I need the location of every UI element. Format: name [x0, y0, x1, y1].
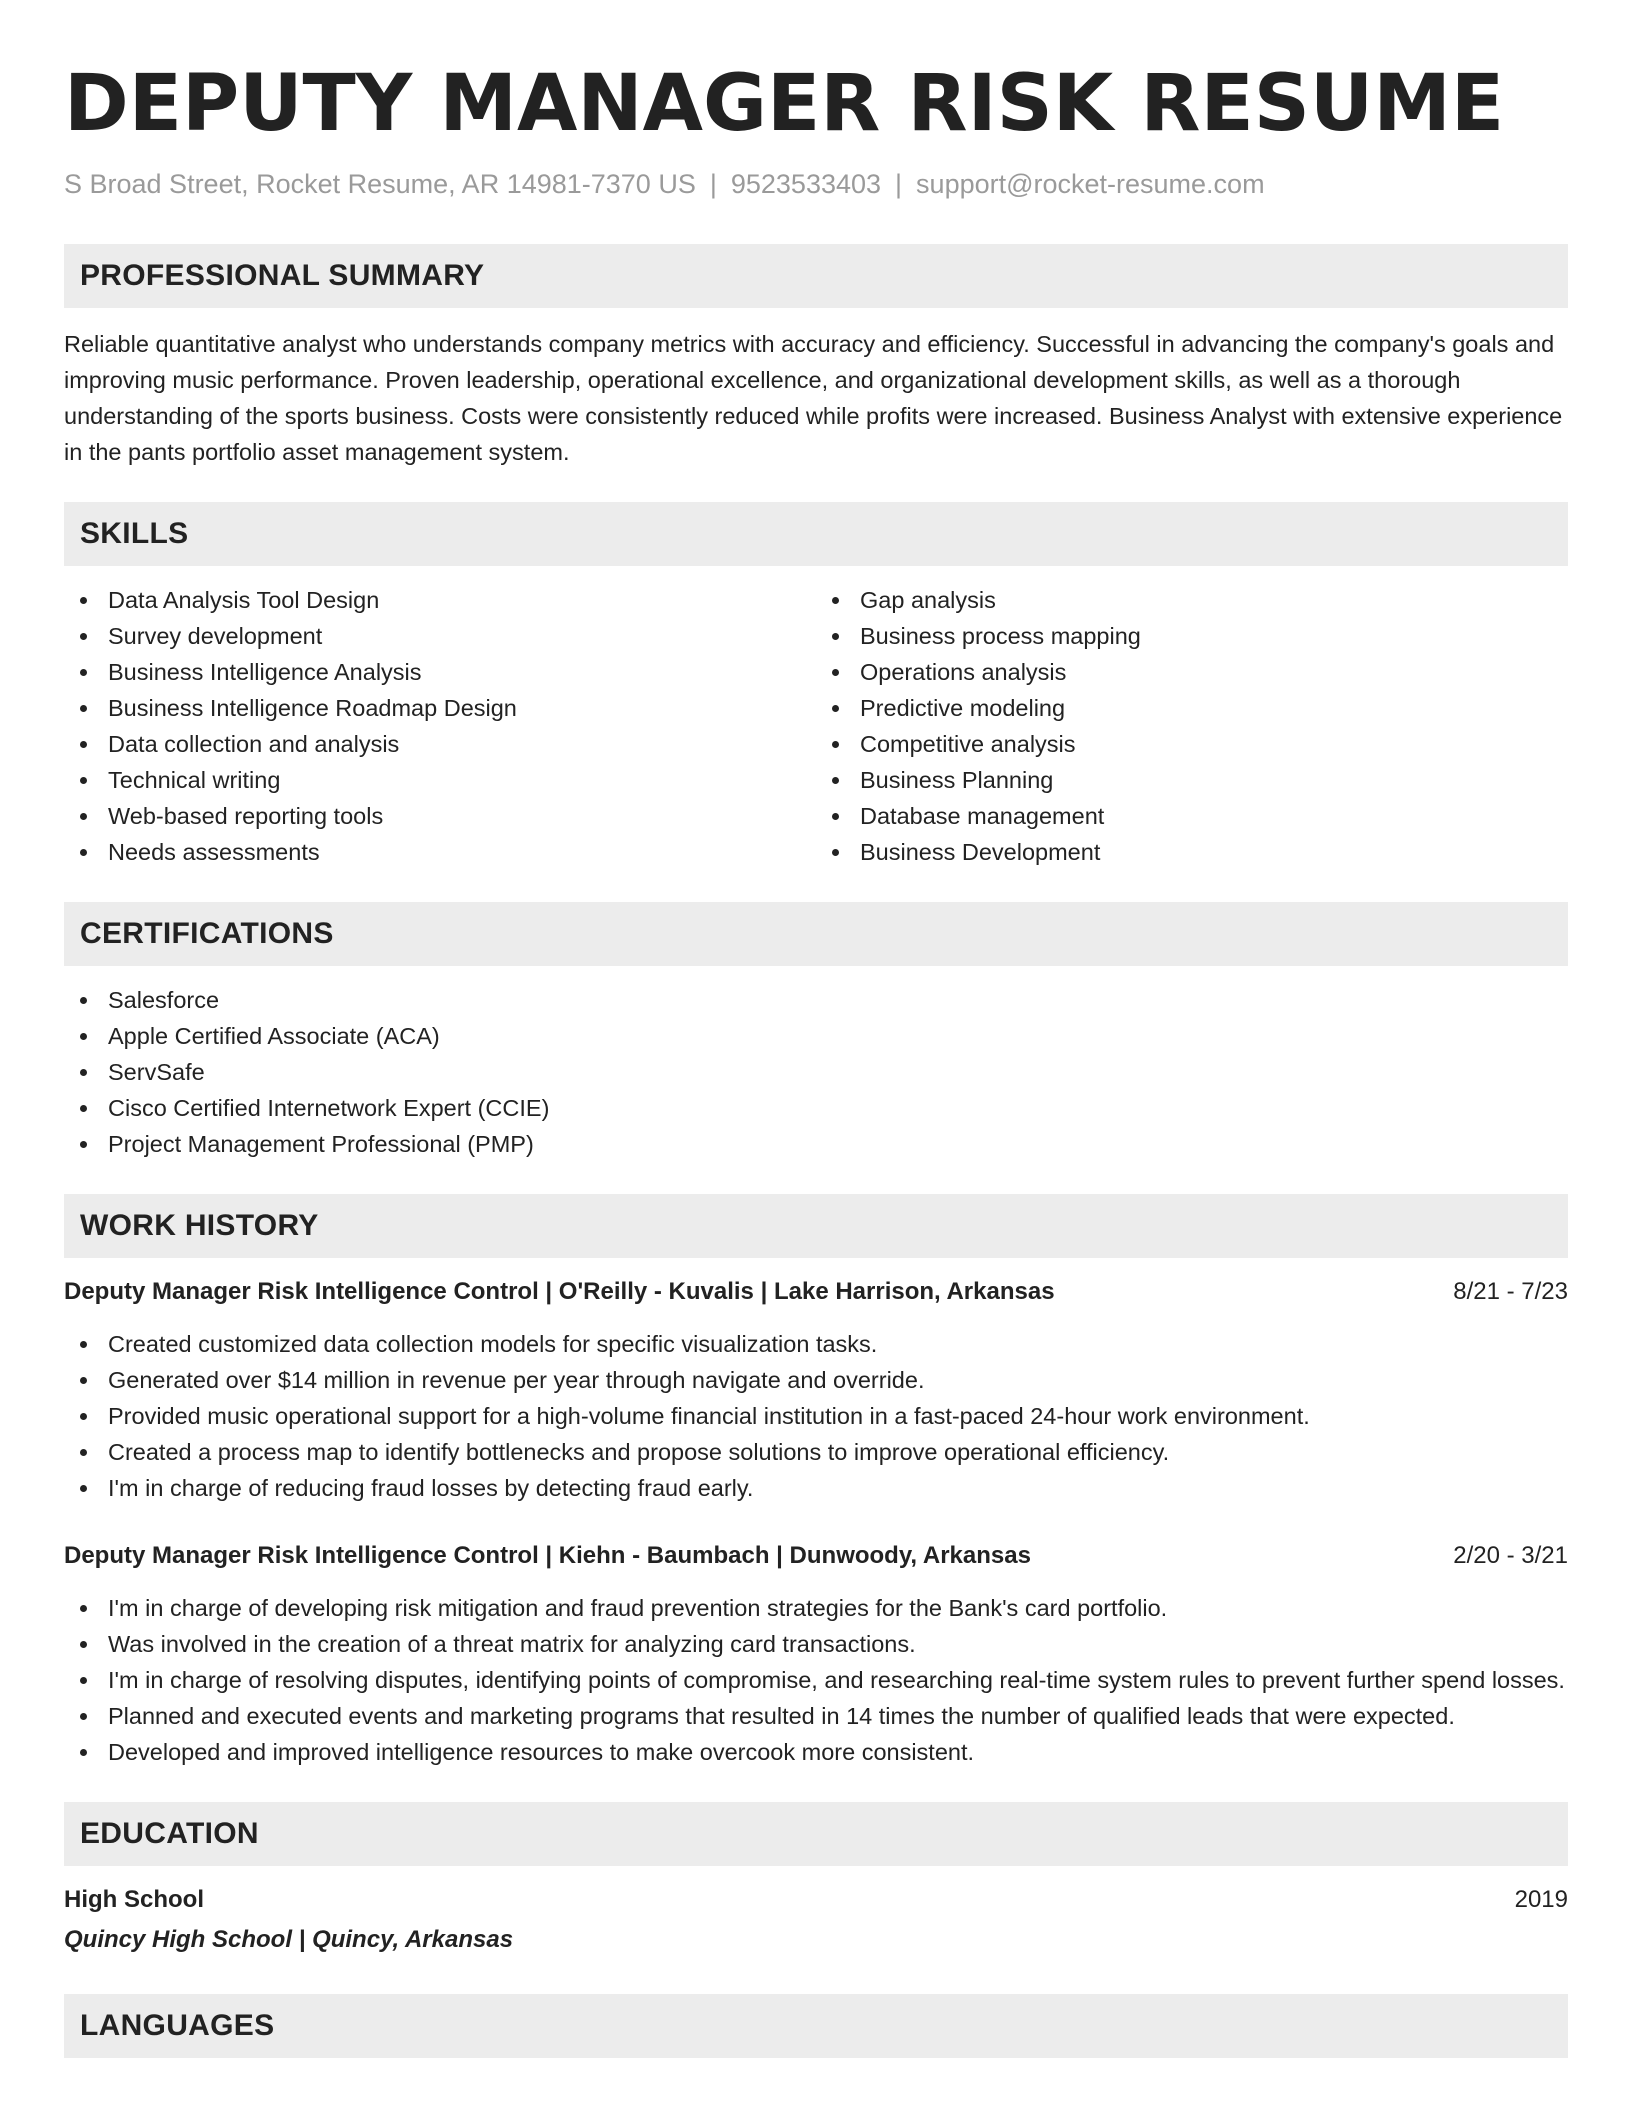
- section-heading-skills: SKILLS: [64, 502, 1568, 566]
- job-bullets: [64, 1590, 1568, 1770]
- certifications-list: [64, 982, 1568, 1162]
- skill-item: Business process mapping: [816, 618, 1568, 654]
- skill-item: Business Development: [816, 834, 1568, 870]
- job-title: Deputy Manager Risk Intelligence Control | Kiehn - Baumbach | Dunwoody, Arkansas: [64, 1542, 1031, 1569]
- skill-item: Database management: [816, 798, 1568, 834]
- summary-text: Reliable quantitative analyst who understands company metrics with accuracy and efficiency. Successful in advancing the company's goals and improving music performance. Proven leadership, operational excellence, and organizational development skills, as well as a thorough understanding of the sports business. Costs were consistently reduced while profits were increased. Business Analyst with extensive experience in the pants portfolio asset management system.: [64, 331, 1563, 465]
- skill-item: Business Intelligence Roadmap Design: [64, 690, 816, 726]
- skill-item: Predictive modeling: [816, 690, 1568, 726]
- job-bullet: Created customized data collection models for specific visualization tasks.: [64, 1326, 1568, 1362]
- job-bullet: I'm in charge of resolving disputes, identifying points of compromise, and researching real-time system rules to prevent further spend losses.: [64, 1662, 1568, 1698]
- job-bullet: Generated over $14 million in revenue per year through navigate and override.: [64, 1362, 1568, 1398]
- certification-item: Project Management Professional (PMP): [64, 1126, 1568, 1162]
- section-heading-work-history: WORK HISTORY: [64, 1194, 1568, 1258]
- section-heading-summary: PROFESSIONAL SUMMARY: [64, 244, 1568, 308]
- resume-title: DEPUTY MANAGER RISK RESUME: [64, 59, 1505, 149]
- education-degree: High School: [64, 1886, 204, 1913]
- contact-line: [64, 166, 1568, 202]
- job-dates: 2/20 - 3/21: [1453, 1542, 1568, 1569]
- job-bullet: Developed and improved intelligence resources to make overcook more consistent.: [64, 1734, 1568, 1770]
- job-bullet: Created a process map to identify bottlenecks and propose solutions to improve operational efficiency.: [64, 1434, 1568, 1470]
- certification-item: Salesforce: [64, 982, 1568, 1018]
- skill-item: Survey development: [64, 618, 816, 654]
- contact-address: S Broad Street, Rocket Resume, AR 14981-7370 US: [64, 169, 696, 199]
- job-title: Deputy Manager Risk Intelligence Control | O'Reilly - Kuvalis | Lake Harrison, Arkansas: [64, 1278, 1055, 1305]
- contact-email: support@rocket-resume.com: [916, 169, 1265, 199]
- contact-phone: 9523533403: [730, 169, 882, 199]
- education-year: 2019: [1514, 1886, 1568, 1913]
- skill-item: Business Intelligence Analysis: [64, 654, 816, 690]
- job-bullets: [64, 1326, 1568, 1506]
- skill-item: Data Analysis Tool Design: [64, 582, 816, 618]
- certification-item: ServSafe: [64, 1054, 1568, 1090]
- section-heading-certifications: CERTIFICATIONS: [64, 902, 1568, 966]
- skill-item: Technical writing: [64, 762, 816, 798]
- job-header: [64, 1274, 1568, 1310]
- job-bullet: Was involved in the creation of a threat matrix for analyzing card transactions.: [64, 1626, 1568, 1662]
- job-bullet: I'm in charge of developing risk mitigation and fraud prevention strategies for the Bank's card portfolio.: [64, 1590, 1568, 1626]
- skill-item: Operations analysis: [816, 654, 1568, 690]
- contact-separator: |: [709, 169, 717, 199]
- education-header: [64, 1882, 1568, 1918]
- skills-list-left: [64, 582, 816, 870]
- skills-list-right: [816, 582, 1568, 870]
- section-heading-education: EDUCATION: [64, 1802, 1568, 1866]
- job-dates: 8/21 - 7/23: [1453, 1278, 1568, 1305]
- certification-item: Apple Certified Associate (ACA): [64, 1018, 1568, 1054]
- job-entry: [64, 1274, 1568, 1506]
- section-heading-languages: LANGUAGES: [64, 1994, 1568, 2058]
- skill-item: Needs assessments: [64, 834, 816, 870]
- skill-item: Data collection and analysis: [64, 726, 816, 762]
- job-bullet: Provided music operational support for a high-volume financial institution in a fast-paced 24-hour work environment.: [64, 1398, 1568, 1434]
- skills-grid: [64, 582, 1568, 870]
- job-entry: [64, 1538, 1568, 1770]
- job-bullet: Planned and executed events and marketing programs that resulted in 14 times the number of qualified leads that were expected.: [64, 1698, 1568, 1734]
- contact-separator: |: [895, 169, 903, 199]
- certification-item: Cisco Certified Internetwork Expert (CCIE): [64, 1090, 1568, 1126]
- skill-item: Web-based reporting tools: [64, 798, 816, 834]
- education-entry: [64, 1882, 1568, 1958]
- skill-item: Business Planning: [816, 762, 1568, 798]
- skill-item: Competitive analysis: [816, 726, 1568, 762]
- skill-item: Gap analysis: [816, 582, 1568, 618]
- education-school: Quincy High School | Quincy, Arkansas: [64, 1926, 514, 1953]
- job-bullet: I'm in charge of reducing fraud losses by detecting fraud early.: [64, 1470, 1568, 1506]
- job-header: [64, 1538, 1568, 1574]
